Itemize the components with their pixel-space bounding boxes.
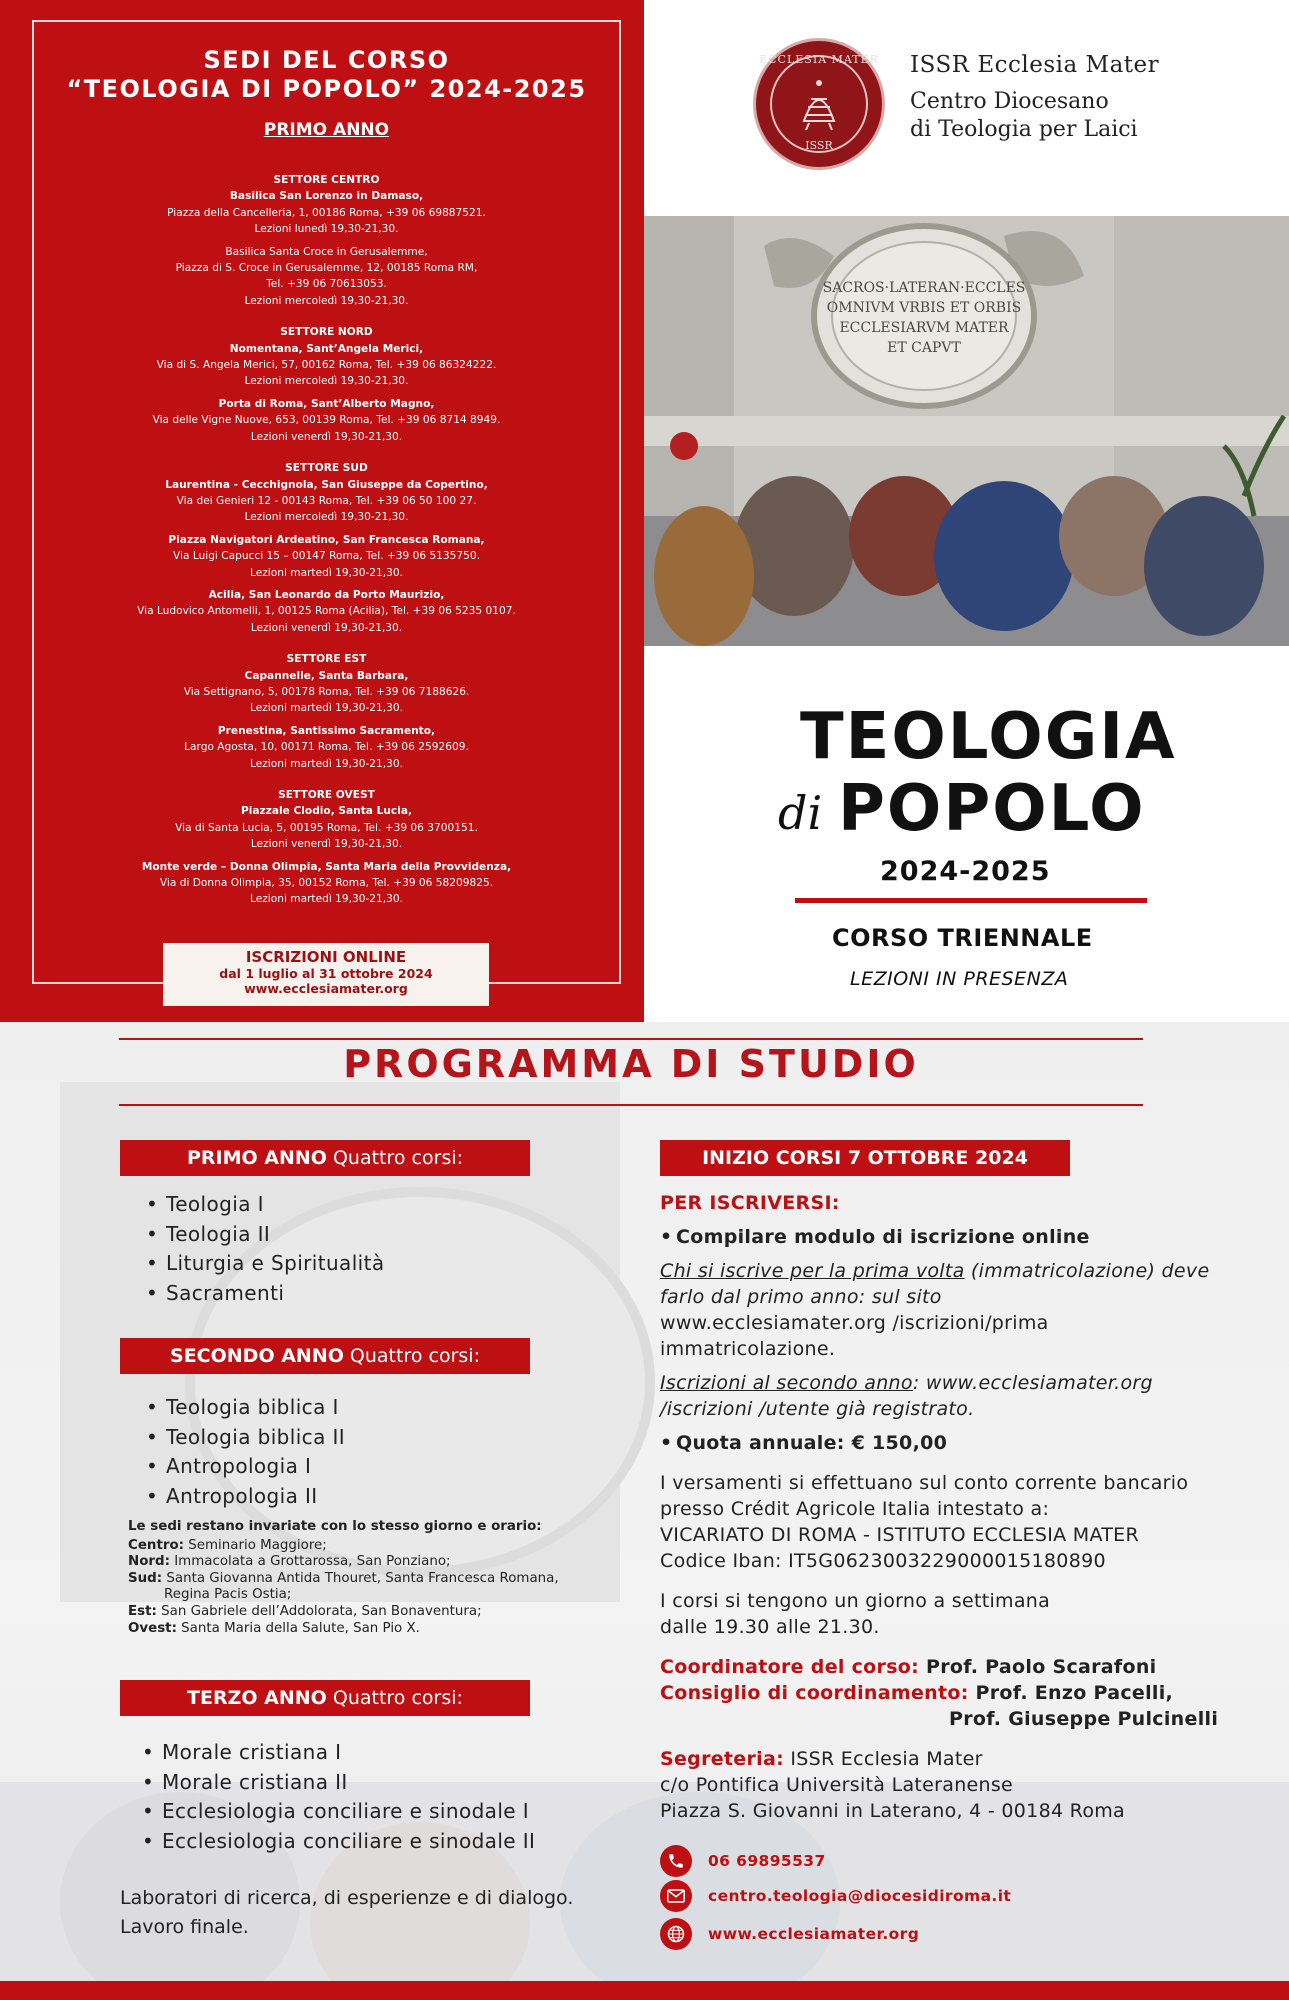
versamenti-line2: presso Crédit Agricole Italia intestato a: [660,1498,1050,1520]
sector-name: SETTORE SUD [285,462,368,475]
venue-detail: Lezioni venerdì 19,30-21,30. [250,621,403,634]
sector-name: SETTORE EST [286,653,367,666]
venue-detail: Piazza della Cancelleria, 1, 00186 Roma, +39 06 69887521. [167,206,486,219]
course-item: • Ecclesiologia conciliare e sinodale II [142,1827,535,1857]
venue-detail: Lezioni martedì 19,30-21,30. [250,893,403,906]
iban: Codice Iban: IT5G0623003229000015180890 [660,1550,1106,1572]
secondo-anno-line1: Iscrizioni al secondo anno: www.ecclesiamater.org [660,1372,1153,1394]
secondo-anno-suffix: Quattro corsi: [343,1345,480,1367]
secondo-anno-label: SECONDO ANNO [170,1345,344,1367]
sector-name: SETTORE CENTRO [273,174,380,186]
venue-name: Acilia, San Leonardo da Porto Maurizio, [208,588,445,601]
sector-block [60,787,593,908]
contact-web[interactable] [660,1918,919,1950]
email-address[interactable]: centro.teologia@diocesidiroma.it [708,1887,1012,1905]
course-item: • Liturgia e Spiritualità [146,1249,385,1279]
lezioni-presenza: LEZIONI IN PRESENZA [850,968,1069,990]
laboratori-line2: Lavoro finale. [120,1916,249,1938]
quota-annuale: • Quota annuale: € 150,00 [660,1430,1260,1456]
sector-name: SETTORE NORD [280,326,373,339]
venue-name: Capannelle, Santa Barbara, [244,669,409,682]
sedi-invariate-sud: Sud: Santa Giovanna Antida Thouret, Santa Francesca Romana, [128,1570,559,1586]
contact-phone[interactable] [660,1845,826,1877]
corso-triennale: CORSO TRIENNALE [832,924,1093,952]
venue-detail: Lezioni mercoledì 19,30-21,30. [244,375,409,388]
course-item: • Ecclesiologia conciliare e sinodale I [142,1797,535,1827]
venue-detail: Via Ludovico Antomelli, 1, 00125 Roma (Acilia), Tel. +39 06 5235 0107. [137,605,516,618]
segreteria-line3: Piazza S. Giovanni in Laterano, 4 - 00184 Roma [660,1800,1126,1822]
venue-name: Laurentina - Cecchignola, San Giuseppe da Copertino, [165,478,488,491]
venue-detail: Via di S. Angela Merici, 57, 00162 Roma, Tel. +39 06 86324222. [156,359,497,372]
sedi-invariate-note [128,1519,559,1637]
sedi-invariate-ovest: Ovest: Santa Maria della Salute, San Pio X. [128,1620,420,1636]
venue-detail: Via Settignano, 5, 00178 Roma, Tel. +39 06 7188626. [183,685,470,698]
venue-name: Monte verde – Donna Olimpia, Santa Maria della Provvidenza, [141,860,512,873]
venue-detail: Via di Santa Lucia, 5, 00195 Roma, Tel. +39 06 3700151. [175,821,478,834]
footer-bar [0,1981,1289,2000]
programma-rule-top [119,1038,1143,1040]
venue-name: Nomentana, Sant’Angela Merici, [229,342,424,355]
course-item: • Morale cristiana I [142,1738,535,1768]
terzo-anno-courses [142,1738,535,1856]
venue-detail: Lezioni venerdì 19,30-21,30. [250,430,403,443]
iscrizioni-online-box[interactable] [163,943,489,1006]
venue [60,587,593,636]
sedi-title [32,46,621,104]
segreteria: Segreteria: ISSR Ecclesia Mater [660,1748,983,1770]
globe-icon [660,1918,692,1950]
venue-detail: Lezioni martedì 19,30-21,30. [250,702,403,715]
sector-block [60,324,593,445]
venue [60,723,593,772]
venue [60,396,593,445]
venue-detail: Lezioni mercoledì 19,30-21,30. [244,294,409,307]
venue-name: Basilica San Lorenzo in Damaso, [229,190,424,203]
secondo-anno-bar [120,1338,530,1374]
course-item: • Teologia biblica II [146,1423,345,1453]
sedi-invariate-sud-cont: Regina Pacis Ostia; [164,1587,292,1603]
contact-email[interactable] [660,1880,1011,1912]
sector-block [60,172,593,309]
iscrizioni-link[interactable]: www.ecclesiamater.org [244,981,408,996]
prima-volta-line2: farlo dal primo anno: sul sito [660,1286,942,1308]
venue [60,477,593,526]
compilare-modulo: • Compilare modulo di iscrizione online [660,1224,1260,1250]
laboratori-line1: Laboratori di ricerca, di esperienze e di dialogo. [120,1887,574,1909]
venue-detail: Largo Agosta, 10, 00171 Roma, Tel. +39 06 2592609. [184,741,469,754]
sedi-invariate-est: Est: San Gabriele dell’Addolorata, San Bonaventura; [128,1603,482,1619]
inscription-line-2: OMNIVM VRBIS ET ORBIS [826,300,1022,316]
laboratori-note [120,1884,573,1942]
sedi-invariate-centro: Centro: Seminario Maggiore; [128,1537,327,1553]
terzo-anno-label: TERZO ANNO [187,1687,327,1709]
lateran-inscription-photo [644,216,1289,646]
phone-icon [660,1845,692,1877]
seal-text-bottom: ISSR [805,139,833,152]
versamenti-line3: VICARIATO DI ROMA - ISTITUTO ECCLESIA MATER [660,1524,1139,1546]
sedi-title-line2: “TEOLOGIA DI POPOLO” 2024-2025 [66,75,587,103]
course-item: • Teologia biblica I [146,1393,345,1423]
venue-detail: Lezioni martedì 19,30-21,30. [250,757,403,770]
versamenti-line1: I versamenti si effettuano sul conto corrente bancario [660,1472,1189,1494]
centro-line2: di Teologia per Laici [910,117,1138,142]
hero-divider [795,898,1147,903]
venue-name: Piazzale Clodio, Santa Lucia, [240,805,412,818]
venue [60,803,593,852]
sedi-list [60,172,593,923]
venue-detail: Lezioni lunedì 19,30-21,30. [254,223,399,236]
course-item: • Sacramenti [146,1279,385,1309]
inizio-corsi-bar: INIZIO CORSI 7 OTTOBRE 2024 [660,1140,1070,1176]
per-iscriversi-heading: PER ISCRIVERSI: [660,1192,840,1214]
venue-detail: Piazza di S. Croce in Gerusalemme, 12, 00185 Roma RM, [175,262,478,275]
sector-block [60,460,593,636]
prima-volta-line4: immatricolazione. [660,1338,836,1360]
sedi-invariate-nord: Nord: Immacolata a Grottarossa, San Ponziano; [128,1554,451,1570]
venue-detail: Tel. +39 06 70613053. [266,278,387,291]
iscrizione-info [660,1190,1260,1824]
venue-detail: Lezioni venerdì 19,30-21,30. [250,838,403,851]
inscription-line-4: ET CAPVT [887,340,961,356]
course-item: • Antropologia I [146,1452,345,1482]
venue-detail: Via dei Genieri 12 - 00143 Roma, Tel. +39 06 50 100 27. [176,494,477,507]
venue-detail: Via delle Vigne Nuove, 653, 00139 Roma, Tel. +39 06 8714 8949. [152,414,501,427]
consiglio: Consiglio di coordinamento: Prof. Enzo Pacelli, [660,1682,1174,1704]
venue [60,532,593,581]
prima-volta-line3[interactable]: www.ecclesiamater.org /iscrizioni/prima [660,1312,1049,1334]
segreteria-line2: c/o Pontifica Università Lateranense [660,1774,1014,1796]
primo-anno-heading: PRIMO ANNO [263,120,390,140]
iscrizioni-title: ISCRIZIONI ONLINE [245,948,407,966]
inscription-line-3: ECCLESIARVM MATER [839,320,1009,336]
venue [60,188,593,237]
venue-name: Prenestina, Santissimo Sacramento, [217,724,436,737]
hero-title-di: di [778,786,823,840]
primo-anno-label: PRIMO ANNO [186,1147,327,1169]
venue [60,341,593,390]
hero-title-popolo: POPOLO [838,772,1146,846]
primo-anno-bar [120,1140,530,1176]
issr-title: ISSR Ecclesia Mater [910,52,1160,78]
course-item: • Teologia I [146,1190,385,1220]
prima-volta-line1: Chi si iscrive per la prima volta (immatricolazione) deve [660,1260,1210,1282]
venue-detail: Via Luigi Capucci 15 – 00147 Roma, Tel. +39 06 5135750. [173,550,480,563]
corsi-line1: I corsi si tengono un giorno a settimana [660,1590,1051,1612]
inscription-line-1: SACROS·LATERAN·ECCLES [822,280,1026,296]
venue-detail: Basilica Santa Croce in Gerusalemme, [225,245,428,258]
venue-detail: Lezioni martedì 19,30-21,30. [250,566,403,579]
ecclesia-mater-seal-logo [753,38,885,170]
papal-tiara-icon [794,75,844,131]
iscrizioni-dates: dal 1 luglio al 31 ottobre 2024 [219,966,433,981]
centro-diocesano-title [910,88,1138,144]
venue [60,668,593,717]
sector-name: SETTORE OVEST [278,789,375,801]
hero-year: 2024-2025 [880,856,1051,887]
secondo-anno-line2: /iscrizioni /utente già registrato. [660,1398,975,1420]
coordinatore: Coordinatore del corso: Prof. Paolo Scarafoni [660,1656,1157,1678]
sector-block [60,651,593,772]
course-item: • Morale cristiana II [142,1768,535,1798]
venue-detail: Lezioni mercoledì 19,30-21,30. [244,511,409,524]
consiglio-cont: Prof. Giuseppe Pulcinelli [949,1708,1219,1730]
venue-name: Porta di Roma, Sant’Alberto Magno, [218,397,435,410]
primo-anno-suffix: Quattro corsi: [326,1147,464,1169]
website-link[interactable]: www.ecclesiamater.org [708,1925,920,1943]
seal-text-top: ECCLESIA MATER [759,53,879,66]
hero-title-teologia: TEOLOGIA [800,700,1177,774]
programma-title: PROGRAMMA DI STUDIO [343,1042,919,1086]
course-item: • Antropologia II [146,1482,345,1512]
sedi-title-line1: SEDI DEL CORSO [203,46,450,74]
photo-illustration [644,216,1289,646]
centro-line1: Centro Diocesano [910,89,1109,114]
sedi-invariate-lead: Le sedi restano invariate con lo stesso giorno e orario: [128,1519,542,1534]
corsi-line2: dalle 19.30 alle 21.30. [660,1616,880,1638]
terzo-anno-suffix: Quattro corsi: [326,1687,463,1709]
venue-detail: Via di Donna Olimpia, 35, 00152 Roma, Tel. +39 06 58209825. [159,877,494,890]
course-item: • Teologia II [146,1220,385,1250]
venue [60,244,593,310]
phone-number[interactable]: 06 69895537 [708,1852,826,1870]
venue [60,859,593,908]
programma-rule-bottom [119,1104,1143,1106]
secondo-anno-courses [146,1393,345,1511]
venue-name: Piazza Navigatori Ardeatino, San Francesca Romana, [168,533,485,546]
terzo-anno-bar [120,1680,530,1716]
primo-anno-courses [146,1190,385,1308]
mail-icon [660,1880,692,1912]
